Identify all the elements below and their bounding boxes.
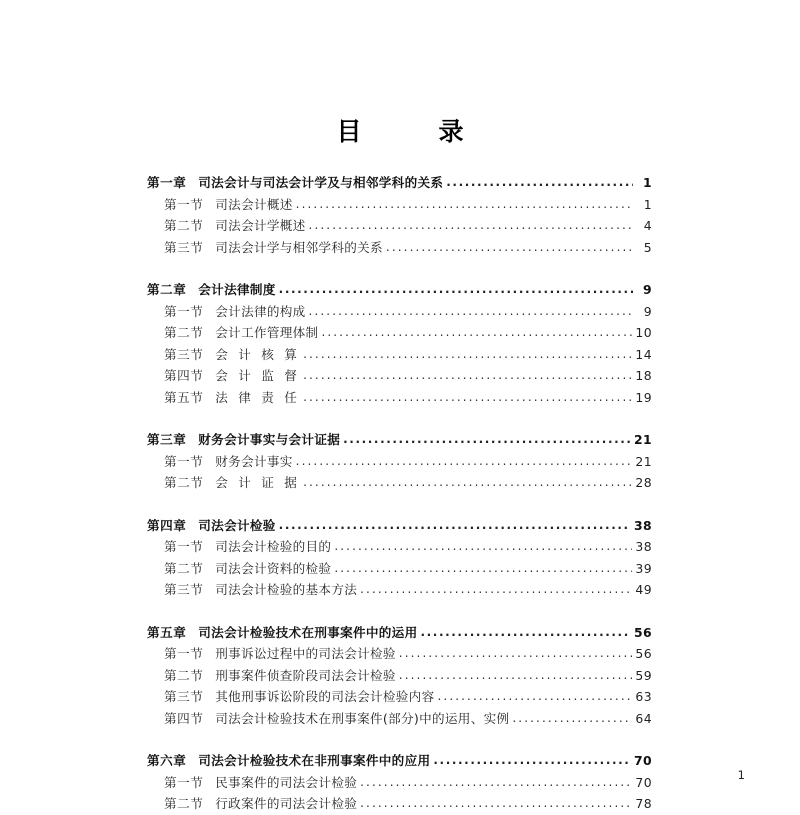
- dot-leader: [279, 288, 633, 298]
- toc-chapter-number: 第六章: [147, 753, 187, 768]
- dot-leader: [386, 245, 633, 255]
- toc-section-page-number: 39: [635, 560, 652, 576]
- toc-section-page-number: 9: [643, 303, 652, 319]
- toc-section-row[interactable]: [147, 643, 652, 665]
- dot-leader: [399, 673, 633, 683]
- toc-section-page-number: 59: [635, 667, 652, 683]
- toc-section-title: 其他刑事诉讼阶段的司法会计检验内容: [215, 689, 435, 704]
- toc-section-row[interactable]: [147, 579, 652, 601]
- toc-chapter-title: 司法会计与司法会计学及与相邻学科的关系: [198, 175, 444, 190]
- toc-section-page-number: 63: [635, 689, 652, 704]
- toc-section-page-number: 64: [635, 710, 652, 726]
- toc-section-number: 第二节: [164, 796, 204, 811]
- toc-chapter-number: 第五章: [147, 624, 187, 640]
- toc-section-page-number: 49: [635, 582, 652, 597]
- toc-section-title: 刑事案件侦查阶段司法会计检验: [215, 667, 396, 683]
- toc-chapter-row[interactable]: [147, 429, 652, 451]
- toc-section-number: 第三节: [164, 689, 204, 704]
- toc-chapter-page-number: 56: [633, 624, 652, 640]
- dot-leader: [321, 331, 632, 341]
- toc-section-title: 财务会计事实: [215, 453, 293, 469]
- toc-section-number: 第一节: [164, 196, 204, 212]
- toc-section-title: 刑事诉讼过程中的司法会计检验: [215, 646, 396, 661]
- toc-section-number: 第二节: [164, 325, 204, 340]
- toc-section-number: 第四节: [164, 368, 204, 383]
- dot-leader: [303, 352, 632, 362]
- dot-leader: [303, 481, 632, 491]
- toc-section-row[interactable]: [147, 665, 652, 687]
- toc-section-page-number: 18: [635, 368, 652, 383]
- toc-chapter-group: [147, 622, 652, 730]
- toc-section-number: 第三节: [164, 346, 204, 362]
- toc-section-row[interactable]: [147, 472, 652, 494]
- dot-leader: [303, 374, 632, 384]
- toc-section-page-number: 10: [635, 325, 652, 340]
- toc-section-row[interactable]: [147, 686, 652, 708]
- toc-chapter-title: 司法会计检验: [198, 517, 276, 533]
- toc-section-number: 第一节: [164, 774, 204, 790]
- toc-section-number: 第四节: [164, 710, 204, 726]
- toc-section-row[interactable]: [147, 344, 652, 366]
- dot-leader: [334, 545, 632, 555]
- toc-chapter-title: 财务会计事实与会计证据: [198, 432, 341, 447]
- toc-chapter-title: 司法会计检验技术在刑事案件中的运用: [198, 624, 418, 640]
- toc-chapter-row[interactable]: [147, 750, 652, 772]
- toc-chapter-title: 会计法律制度: [198, 282, 276, 297]
- toc-section-row[interactable]: [147, 387, 652, 409]
- toc-chapter-page-number: 9: [642, 282, 652, 297]
- toc-section-row[interactable]: [147, 536, 652, 558]
- toc-section-title: 法 律 责 任: [215, 389, 301, 405]
- toc-section-number: 第五节: [164, 389, 204, 405]
- toc-section-number: 第一节: [164, 646, 204, 661]
- dot-leader: [512, 716, 632, 726]
- toc-section-page-number: 21: [635, 453, 652, 469]
- dot-leader: [279, 523, 631, 533]
- toc-chapter-page-number: 38: [633, 517, 652, 533]
- table-of-contents: [147, 172, 652, 815]
- toc-section-row[interactable]: [147, 237, 652, 259]
- toc-section-title: 民事案件的司法会计检验: [215, 774, 358, 790]
- toc-chapter-page-number: 21: [633, 432, 652, 447]
- toc-chapter-group: [147, 750, 652, 815]
- dot-leader: [309, 309, 633, 319]
- dot-leader: [296, 202, 633, 212]
- toc-section-row[interactable]: [147, 793, 652, 815]
- dot-leader: [360, 780, 632, 790]
- toc-section-row[interactable]: [147, 558, 652, 580]
- toc-section-title: 会 计 证 据: [215, 475, 301, 490]
- toc-section-number: 第一节: [164, 453, 204, 469]
- toc-section-row[interactable]: [147, 301, 652, 323]
- toc-section-title: 司法会计概述: [215, 196, 293, 212]
- toc-section-page-number: 4: [643, 218, 652, 233]
- toc-section-title: 司法会计检验的基本方法: [215, 582, 358, 597]
- toc-section-title: 司法会计学与相邻学科的关系: [215, 239, 383, 255]
- toc-chapter-page-number: 70: [633, 753, 652, 768]
- dot-leader: [360, 802, 632, 812]
- dot-leader: [334, 566, 632, 576]
- dot-leader: [420, 630, 630, 640]
- dot-leader: [360, 588, 632, 598]
- toc-section-title: 会 计 核 算: [215, 346, 301, 362]
- toc-section-row[interactable]: [147, 772, 652, 794]
- toc-chapter-number: 第二章: [147, 282, 187, 297]
- toc-chapter-page-number: 1: [642, 175, 652, 190]
- dot-leader: [343, 438, 631, 448]
- toc-chapter-group: [147, 429, 652, 494]
- toc-section-title: 司法会计检验技术在刑事案件(部分)中的运用、实例: [215, 710, 510, 726]
- toc-section-row[interactable]: [147, 322, 652, 344]
- toc-chapter-group: [147, 515, 652, 601]
- toc-chapter-row[interactable]: [147, 515, 652, 537]
- dot-leader: [296, 459, 633, 469]
- toc-chapter-row[interactable]: [147, 172, 652, 194]
- toc-chapter-number: 第一章: [147, 175, 187, 190]
- toc-section-title: 会计法律的构成: [215, 303, 306, 319]
- dot-leader: [433, 759, 631, 769]
- toc-chapter-group: [147, 172, 652, 258]
- toc-section-row[interactable]: [147, 194, 652, 216]
- dot-leader: [309, 224, 633, 234]
- toc-section-page-number: 1: [643, 196, 652, 212]
- dot-leader: [446, 181, 633, 191]
- toc-chapter-number: 第四章: [147, 517, 187, 533]
- toc-section-number: 第三节: [164, 582, 204, 597]
- toc-section-row[interactable]: [147, 365, 652, 387]
- toc-section-title: 会 计 监 督: [215, 368, 301, 383]
- toc-section-title: 司法会计检验的目的: [215, 539, 332, 554]
- toc-chapter-number: 第三章: [147, 432, 187, 447]
- page-title: 目 录: [336, 117, 490, 146]
- dot-leader: [399, 652, 633, 662]
- toc-chapter-title: 司法会计检验技术在非刑事案件中的应用: [198, 753, 431, 768]
- toc-chapter-row[interactable]: [147, 279, 652, 301]
- toc-section-page-number: 28: [635, 475, 652, 490]
- toc-section-title: 司法会计学概述: [215, 218, 306, 233]
- toc-chapter-row[interactable]: [147, 622, 652, 644]
- page-folio-number: 1: [737, 768, 745, 782]
- toc-section-number: 第二节: [164, 218, 204, 233]
- toc-section-page-number: 5: [643, 239, 652, 255]
- toc-section-row[interactable]: [147, 215, 652, 237]
- toc-chapter-group: [147, 279, 652, 408]
- toc-section-page-number: 70: [635, 774, 652, 790]
- toc-section-page-number: 38: [635, 539, 652, 554]
- toc-section-row[interactable]: [147, 708, 652, 730]
- toc-section-page-number: 14: [635, 346, 652, 362]
- toc-section-page-number: 19: [635, 389, 652, 405]
- toc-section-number: 第一节: [164, 539, 204, 554]
- toc-section-number: 第二节: [164, 560, 204, 576]
- toc-section-number: 第三节: [164, 239, 204, 255]
- toc-section-title: 司法会计资料的检验: [215, 560, 332, 576]
- toc-section-title: 行政案件的司法会计检验: [215, 796, 358, 811]
- toc-section-page-number: 56: [635, 646, 652, 661]
- toc-section-number: 第一节: [164, 303, 204, 319]
- toc-section-row[interactable]: [147, 451, 652, 473]
- toc-section-title: 会计工作管理体制: [215, 325, 319, 340]
- dot-leader: [303, 395, 632, 405]
- dot-leader: [437, 695, 632, 705]
- toc-section-page-number: 78: [635, 796, 652, 811]
- toc-section-number: 第二节: [164, 667, 204, 683]
- toc-section-number: 第二节: [164, 475, 204, 490]
